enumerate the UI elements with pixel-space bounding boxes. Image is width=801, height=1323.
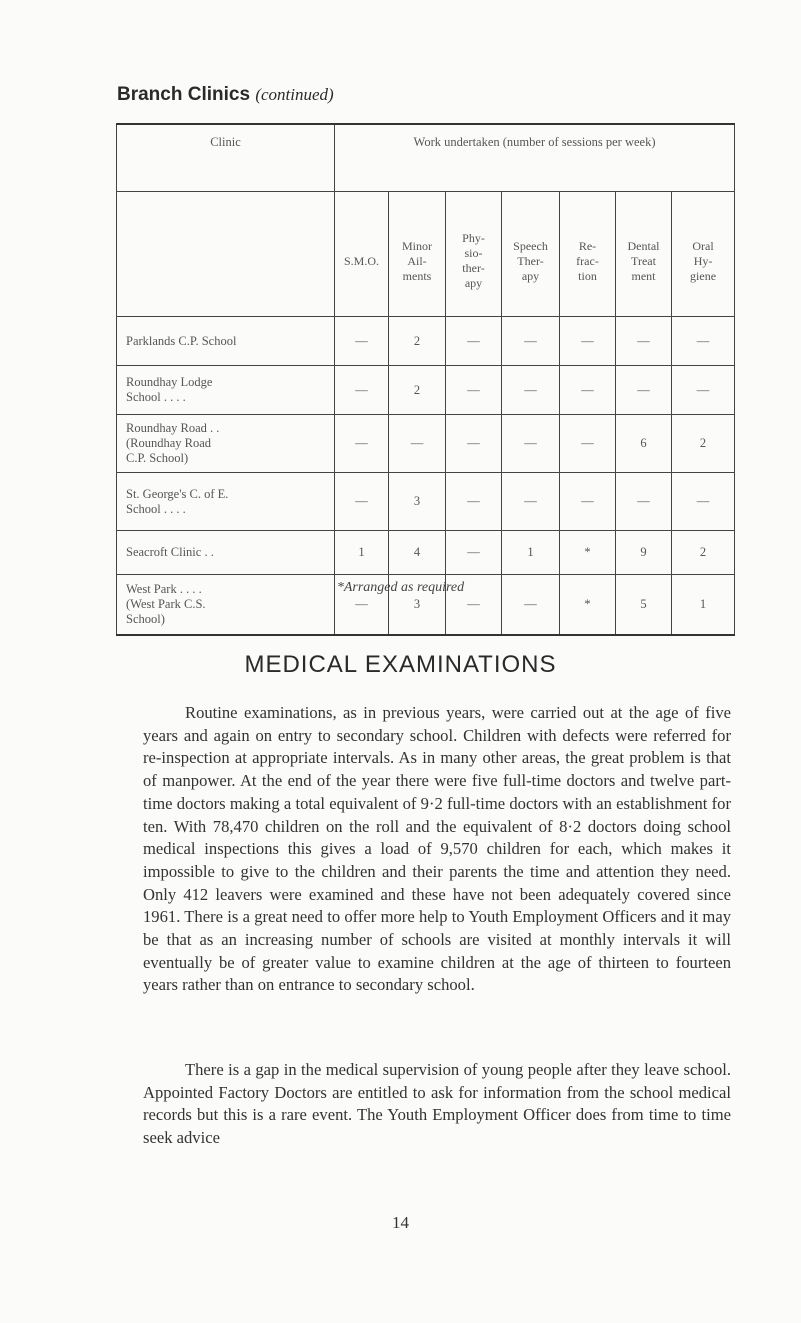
column-header-line: Re- <box>578 238 597 253</box>
clinic-name-line: School . . . . <box>126 501 186 516</box>
session-cell: — <box>502 473 560 531</box>
table-footnote: *Arranged as required <box>336 580 465 595</box>
session-cell: * <box>560 575 616 635</box>
session-cell: — <box>446 317 502 366</box>
column-header-line: S.M.O. <box>343 253 379 268</box>
column-header-6 <box>672 192 735 317</box>
column-header-1 <box>389 192 446 317</box>
clinic-name <box>117 531 335 575</box>
clinic-name <box>117 415 335 473</box>
session-cell: — <box>502 366 560 415</box>
clinic-name-line: Roundhay Lodge <box>126 375 213 389</box>
clinic-name-line: Roundhay Road . . <box>126 421 220 435</box>
clinic-name-line: C.P. School) <box>126 451 189 465</box>
session-cell: 1 <box>672 575 735 635</box>
clinic-name-line: Seacroft Clinic . . <box>126 545 214 559</box>
session-cell: 2 <box>389 366 446 415</box>
clinic-subheader-blank <box>117 192 335 317</box>
column-header-line: ments <box>402 268 432 283</box>
column-header-line: ther- <box>462 261 485 275</box>
column-header-4 <box>560 192 616 317</box>
column-header-line: ment <box>631 268 656 283</box>
column-header-line: Dental <box>627 238 660 253</box>
clinic-column-header: Clinic <box>117 124 335 192</box>
column-header-line: Phy- <box>462 231 485 245</box>
column-header-line: giene <box>690 268 717 283</box>
session-cell: — <box>672 473 735 531</box>
column-header-5 <box>616 192 672 317</box>
heading-continued: (continued) <box>255 85 334 104</box>
session-cell: — <box>446 366 502 415</box>
table-row <box>117 531 735 575</box>
session-cell: 4 <box>389 531 446 575</box>
session-cell: 3 <box>389 575 446 635</box>
session-cell: — <box>560 415 616 473</box>
section-title: MEDICAL EXAMINATIONS <box>244 651 557 678</box>
session-cell: 1 <box>335 531 389 575</box>
table-row <box>117 415 735 473</box>
session-cell: — <box>335 366 389 415</box>
heading-title: Branch Clinics <box>117 84 251 105</box>
session-cell: — <box>389 415 446 473</box>
clinic-name <box>117 317 335 366</box>
table-row <box>117 366 735 415</box>
clinic-name <box>117 473 335 531</box>
session-cell: 1 <box>502 531 560 575</box>
clinic-name <box>117 366 335 415</box>
work-column-header: Work undertaken (number of sessions per week) <box>335 124 735 192</box>
column-header-line: Speech <box>513 238 548 253</box>
session-cell: 6 <box>616 415 672 473</box>
session-cell: — <box>446 531 502 575</box>
session-cell: — <box>672 317 735 366</box>
column-header-line: Hy- <box>693 253 713 268</box>
column-header-line: sio- <box>464 246 483 260</box>
session-cell: 2 <box>672 531 735 575</box>
session-cell: — <box>335 415 389 473</box>
session-cell: — <box>502 415 560 473</box>
column-header-line: tion <box>578 268 597 283</box>
session-cell: — <box>560 473 616 531</box>
session-cell: — <box>335 317 389 366</box>
session-cell: — <box>446 575 502 635</box>
column-header-line: apy <box>521 268 540 283</box>
column-header-line: Ther- <box>517 253 544 268</box>
session-cell: 2 <box>389 317 446 366</box>
session-cell: 3 <box>389 473 446 531</box>
session-cell: 5 <box>616 575 672 635</box>
column-header-3 <box>502 192 560 317</box>
column-header-line: apy <box>464 276 483 290</box>
session-cell: — <box>616 317 672 366</box>
clinic-name-line: West Park . . . . <box>126 581 202 596</box>
clinic-name-line: School . . . . <box>126 390 186 404</box>
session-cell: — <box>560 317 616 366</box>
session-cell: — <box>335 575 389 635</box>
session-cell: — <box>446 415 502 473</box>
column-header-line: Oral <box>692 238 714 253</box>
column-header-line: Minor <box>402 238 432 253</box>
page-number: 14 <box>392 1213 409 1232</box>
session-cell: * <box>560 531 616 575</box>
table-row <box>117 317 735 366</box>
page-heading <box>117 84 334 106</box>
session-cell: — <box>616 473 672 531</box>
column-header-line: Treat <box>631 253 656 268</box>
table-row <box>117 473 735 531</box>
clinic-name-line: (Roundhay Road <box>126 436 212 450</box>
session-cell: 9 <box>616 531 672 575</box>
session-cell: — <box>335 473 389 531</box>
column-header-0 <box>335 192 389 317</box>
session-cell: — <box>560 366 616 415</box>
session-cell: — <box>616 366 672 415</box>
clinic-name-line: (West Park C.S. <box>126 596 206 611</box>
session-cell: — <box>502 575 560 635</box>
session-cell: — <box>502 317 560 366</box>
session-cell: — <box>446 473 502 531</box>
clinic-name-line: School) <box>126 611 165 626</box>
session-cell: — <box>672 366 735 415</box>
clinic-name-line: St. George's C. of E. <box>126 486 229 501</box>
paragraph-2: There is a gap in the medical supervision of young people after they leave school. Appointed Factory Doctors are entitled to ask for information from the school medical records but this is a rare event. The Youth Employment Officer does from time to time seek advice <box>143 1060 731 1148</box>
column-header-line: frac- <box>576 253 599 268</box>
session-cell: 2 <box>672 415 735 473</box>
clinic-name-line: Parklands C.P. School <box>126 333 237 348</box>
paragraph-1: Routine examinations, as in previous years, were carried out at the age of five years and again on entry to secondary school. Children with defects were referred for re-inspection at appropriate intervals. As in many other areas, the great problem is that of manpower. At the end of the year there were five full-time doctors and twelve part-time doctors making a total equivalent of 9·2 full-time doctors with an establishment for ten. With 78,470 children on the roll and the equivalent of 8·2 doctors doing school medical inspections this gives a load of 9,570 children for each, which makes it impossible to give to the children and their parents the time and attention they need. Only 412 leavers were examined and these have not been adequately covered since 1961. There is a great need to offer more help to Youth Employment Officers and it may be that as an increasing number of schools are visited at monthly intervals it will eventually be of greater value to examine children at the age of thirteen to fourteen years rather than on entrance to secondary school. <box>143 703 731 995</box>
column-header-2 <box>446 192 502 317</box>
column-header-line: Ail- <box>407 253 427 268</box>
